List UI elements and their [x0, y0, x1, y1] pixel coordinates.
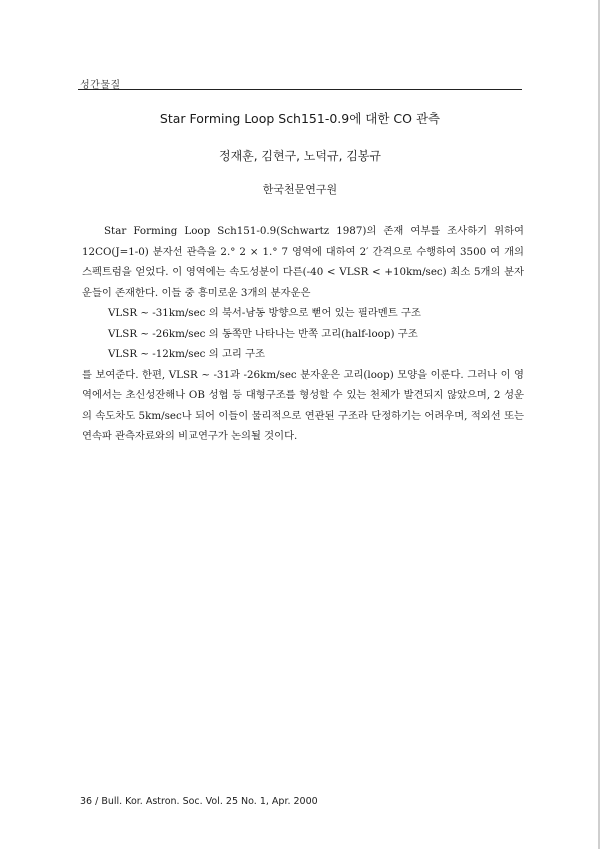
- abstract-body: [82, 221, 524, 447]
- article-affiliation: 한국천문연구원: [262, 183, 338, 196]
- footer-citation: 36 / Bull. Kor. Astron. Soc. Vol. 25 No. 1, Apr. 2000: [80, 796, 318, 807]
- abstract-paragraph-2: 를 보여준다. 한편, VLSR ~ -31과 -26km/sec 분자운은 고리(loop) 모양을 이룬다. 그러나 이 영역에서는 초신성잔해나 OB 성협 등 대형구조를 형성할 수 있는 천체가 발견되지 않았으며, 2 성운의 속도차도 5km/sec나 되어 이들이 물리적으로 연관된 구조라 단정하기는 어려우며, 적외선 또는 연속파 관측자료와의 비교연구가 논의될 것이다.: [82, 368, 524, 442]
- header-rule: [78, 89, 522, 90]
- section-label: 성간물질: [80, 80, 121, 91]
- vlsr-line-1: VLSR ~ -31km/sec 의 북서-남동 방향으로 뻗어 있는 필라멘트 구조: [108, 307, 421, 319]
- abstract-paragraph-1: Star Forming Loop Sch151-0.9(Schwartz 1987)의 존재 여부를 조사하기 위하여 12CO(J=1-0) 분자선 관측을 2.° 2 × 1.° 7 영역에 대하여 2′ 간격으로 수행하여 3500 여 개의 스펙트럼을 얻었다. 이 영역에는 속도성분이 다른(-40 < VLSR < +10km/sec) 최소 5개의 분자운들이 존재한다. 이들 중 흥미로운 3개의 분자운은: [82, 225, 524, 299]
- vlsr-line-3: VLSR ~ -12km/sec 의 고리 구조: [108, 348, 266, 360]
- article-authors: 정재훈, 김현구, 노덕규, 김봉규: [219, 149, 381, 163]
- article-title: Star Forming Loop Sch151-0.9에 대한 CO 관측: [159, 111, 441, 126]
- vlsr-line-2: VLSR ~ -26km/sec 의 동쪽만 나타나는 반쪽 고리(half-loop) 구조: [108, 327, 418, 340]
